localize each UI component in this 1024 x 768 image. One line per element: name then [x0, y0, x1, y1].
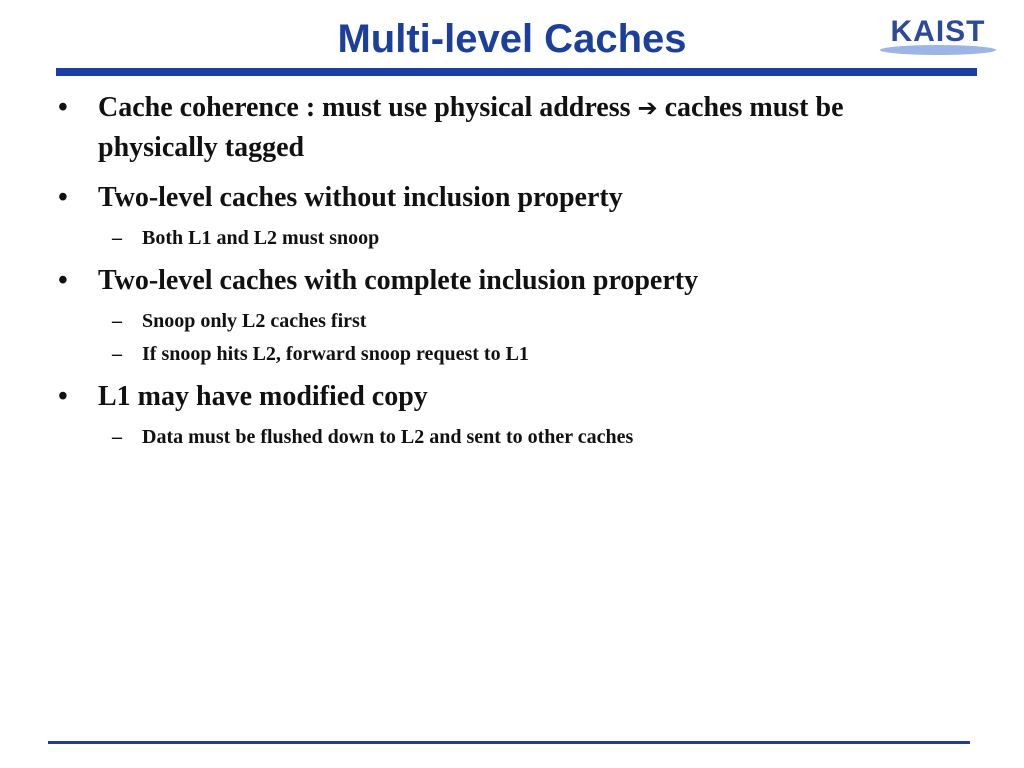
logo-text: KAIST — [890, 15, 986, 48]
bullet-text: caches must be physically tagged — [98, 92, 844, 163]
bullet-marker: • — [58, 381, 68, 412]
bullet-item — [56, 178, 916, 218]
bullet-list — [56, 88, 916, 460]
sub-bullet-marker: – — [112, 310, 122, 332]
bullet-marker: • — [58, 182, 68, 213]
sub-bullet-item — [56, 340, 916, 368]
sub-bullet-text: Both L1 and L2 must snoop — [142, 227, 380, 249]
sub-bullet-marker: – — [112, 426, 122, 448]
bullet-item — [56, 377, 916, 417]
sub-bullet-marker: – — [112, 343, 122, 365]
kaist-logo — [878, 8, 998, 60]
footer-divider — [48, 741, 970, 744]
bullet-marker: • — [58, 265, 68, 296]
right-arrow-icon: ➔ — [637, 94, 658, 122]
bullet-marker: • — [58, 92, 68, 123]
sub-bullet-marker: – — [112, 227, 122, 249]
bullet-text: Two-level caches without inclusion property — [98, 182, 623, 213]
bullet-text: Two-level caches with complete inclusion property — [98, 265, 699, 296]
bullet-text: L1 may have modified copy — [98, 381, 428, 412]
bullet-text: Cache coherence : must use physical address — [98, 92, 638, 123]
slide-title: Multi-level Caches — [337, 17, 687, 61]
sub-bullet-text: Data must be flushed down to L2 and sent to other caches — [142, 426, 634, 448]
title-divider — [56, 68, 977, 76]
bullet-item — [56, 261, 916, 301]
sub-bullet-item — [56, 224, 916, 252]
sub-bullet-text: If snoop hits L2, forward snoop request to L1 — [142, 343, 529, 365]
sub-bullet-item — [56, 307, 916, 335]
sub-bullet-item — [56, 423, 916, 451]
bullet-item — [56, 88, 916, 168]
sub-bullet-text: Snoop only L2 caches first — [142, 310, 367, 332]
